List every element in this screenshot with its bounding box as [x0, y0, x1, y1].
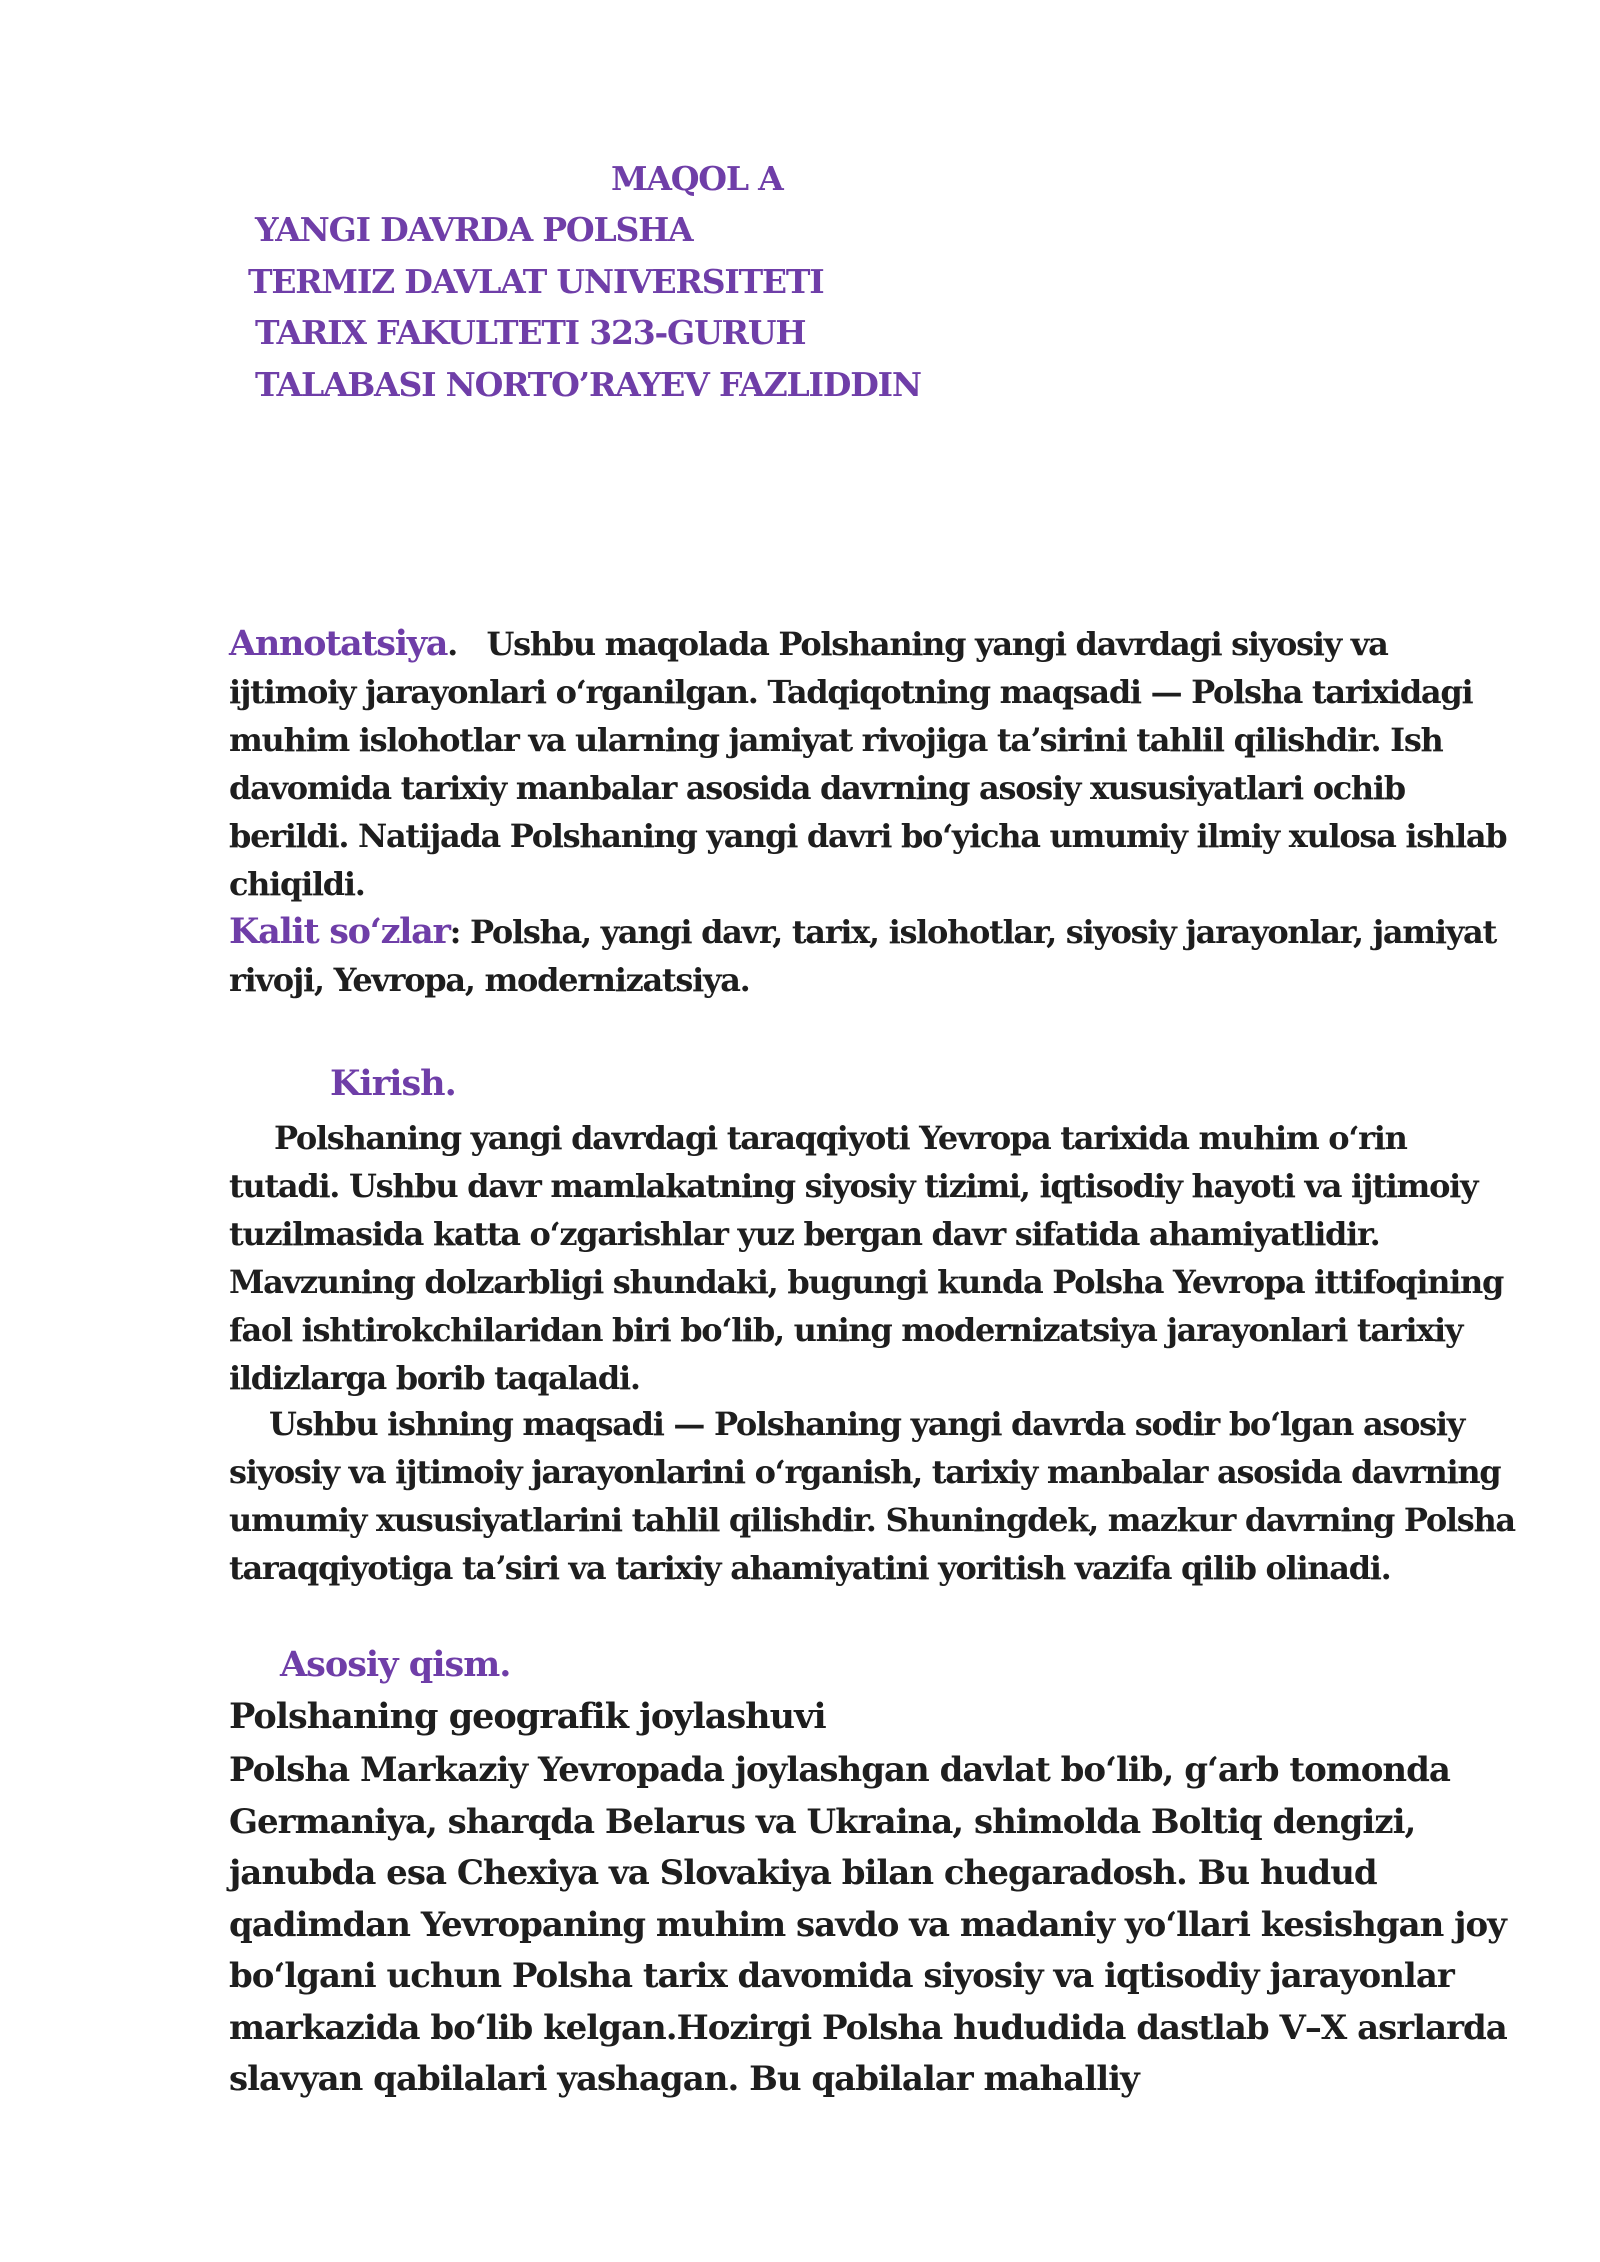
keywords-label-punct: :	[449, 913, 461, 951]
main-heading: Asosiy qism.	[280, 1644, 511, 1685]
keywords-label: Kalit soʻzlar	[229, 911, 450, 952]
annotation-text: Ushbu maqolada Polshaning yangi davrdagi siyosiy va ijtimoiy jarayonlari oʻrganilgan. Tadqiqotning maqsadi — Polsha tarixidagi muhim islohotlar va ularning jamiyat rivojiga taʼsirini tahlil qilishdir. Ish davomida tarixiy manbalar asosida davrning asosiy xususiyatlari ochib berildi. Natijada Polshaning yangi davri boʻyicha umumiy ilmiy xulosa ishlab chiqildi.	[229, 625, 1507, 903]
intro-paragraph-1-text: Polshaning yangi davrdagi taraqqiyoti Yevropa tarixida muhim oʻrin tutadi. Ushbu davr mamlakatning siyosiy tizimi, iqtisodiy hayoti va ijtimoiy tuzilmasida katta oʻzgarishlar yuz bergan davr sifatida ahamiyatlidir. Mavzuning dolzarbligi shundaki, bugungi kunda Polsha Yevropa ittifoqining faol ishtirokchilaridan biri boʻlib, uning modernizatsiya jarayonlari tarixiy ildizlarga borib taqaladi.	[229, 1119, 1504, 1397]
title-line-topic: YANGI DAVRDA POLSHA	[255, 210, 693, 249]
intro-paragraph-2-text: Ushbu ishning maqsadi — Polshaning yangi davrda sodir boʻlgan asosiy siyosiy va ijtimoiy jarayonlarini oʻrganish, tarixiy manbalar asosida davrning umumiy xususiyatlarini tahlil qilishdir. Shuningdek, mazkur davrning Polsha taraqqiyotiga taʼsiri va tarixiy ahamiyatini yoritish vazifa qilib olinadi.	[229, 1405, 1515, 1587]
intro-paragraph-2	[229, 1400, 1519, 1592]
title-line-maqola: MAQOL A	[611, 159, 783, 198]
title-line-faculty: TARIX FAKULTETI 323-GURUH	[255, 313, 806, 352]
keywords-paragraph	[229, 908, 1519, 1004]
annotation-label-punct: .	[447, 625, 457, 663]
intro-paragraph-1	[229, 1114, 1519, 1402]
title-line-university: TERMIZ DAVLAT UNIVERSITETI	[248, 262, 824, 301]
intro-heading: Kirish.	[330, 1063, 456, 1104]
main-subheading: Polshaning geografik joylashuvi	[229, 1696, 826, 1737]
title-line-author: TALABASI NORTO’RAYEV FAZLIDDIN	[255, 365, 921, 404]
main-paragraph: Polsha Markaziy Yevropada joylashgan davlat boʻlib, gʻarb tomonda Germaniya, sharqda Belarus va Ukraina, shimolda Boltiq dengizi, janubda esa Chexiya va Slovakiya bilan chegaradosh. Bu hudud qadimdan Yevropaning muhim savdo va madaniy yoʻllari kesishgan joy boʻlgani uchun Polsha tarix davomida siyosiy va iqtisodiy jarayonlar markazida boʻlib kelgan.Hozirgi Polsha hududida dastlab V–X asrlarda slavyan qabilalari yashagan. Bu qabilalar mahalliy	[229, 1750, 1507, 2099]
annotation-label: Annotatsiya	[229, 623, 448, 664]
annotation-paragraph	[229, 620, 1519, 908]
keywords-text: Polsha, yangi davr, tarix, islohotlar, siyosiy jarayonlar, jamiyat rivoji, Yevropa, modernizatsiya.	[229, 913, 1496, 999]
